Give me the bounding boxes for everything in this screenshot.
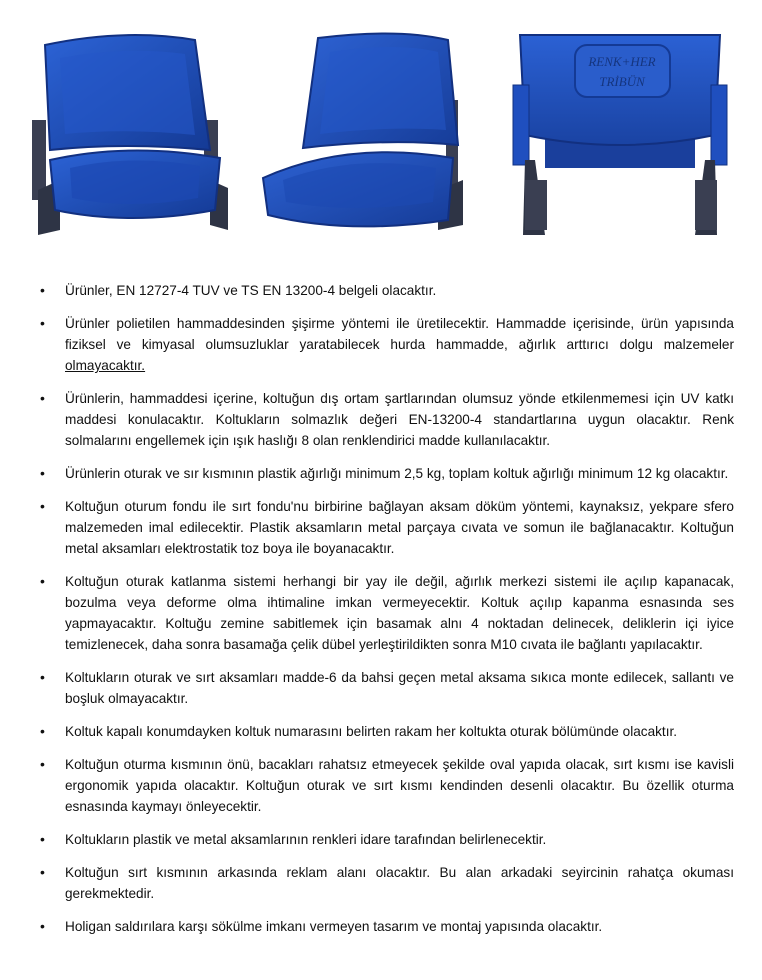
stadium-seat-front-icon: [20, 30, 235, 245]
list-item: [40, 667, 734, 709]
item-text: Koltuğun oturum fondu ile sırt fondu'nu birbirine bağlayan aksam döküm yöntemi, kaynaksız, yekpare sfero malzemeden imal edilecektir. Plastik aksamların metal parçaya cıvata ve somun ile bağlanacaktır. Koltuğun metal aksamları elektrostatik toz boya ile boyanacaktır.: [65, 499, 734, 556]
list-item: [40, 916, 734, 937]
list-item: [40, 388, 734, 451]
item-text: Ürünler, EN 12727-4 TUV ve TS EN 13200-4 belgeli olacaktır.: [65, 283, 437, 298]
list-item: [40, 754, 734, 817]
item-text: Ürünler polietilen hammaddesinden şişirme yöntemi ile üretilecektir. Hammadde içerisinde, ürün yapısında fiziksel ve kimyasal olumsuzluklar yaratabilecek hurda hammadde, ağırlık arttırıcı dolgu malzemeler: [65, 316, 734, 352]
item-text: Koltuğun sırt kısmının arkasında reklam alanı olacaktır. Bu alan arkadaki seyircinin rahatça okuması gerekmektedir.: [65, 865, 734, 901]
list-item: [40, 721, 734, 742]
list-item: [40, 571, 734, 655]
specification-list: [40, 280, 734, 949]
back-label-line2: TRİBÜN: [599, 74, 645, 89]
item-underlined-text: olmayacaktır.: [65, 358, 146, 373]
item-text: Koltuğun oturma kısmının önü, bacakları rahatsız etmeyecek şekilde oval yapıda olacak, sırt kısmı ise kavisli ergonomik yapıda olacaktır. Koltuğun oturak ve sırt kısmı kendinden desenli olacaktır. Bu özellik oturma esnasında kaymayı önleyecektir.: [65, 757, 734, 814]
item-text: Koltuğun oturak katlanma sistemi herhangi bir yay ile değil, ağırlık merkezi sistemi ile açılıp kapanacak, bozulma veya deforme olma ihtimaline imkan vermeyecektir. Koltuk açılıp kapanma esnasında ses yapmayacaktır. Koltuğu zemine sabitlemek için basamak alnı 4 noktadan delinecek, deliklerin içi iyice temizlenecek, daha sonra basamağa çelik dübel yerleştirildikten sonra M10 cıvata ile bağlantı yapılacaktır.: [65, 574, 734, 652]
list-item: [40, 829, 734, 850]
list-item: [40, 862, 734, 904]
item-text: Ürünlerin, hammaddesi içerine, koltuğun dış ortam şartlarından olumsuz yönde etkilenmemesi için UV katkı maddesi konulacaktır. Koltukların solmazlık değeri EN-13200-4 standartlarına uygun olacaktır. Renk solmalarını engellemek için ışık haslığı 8 olan renklendirici madde kullanılacaktır.: [65, 391, 734, 448]
list-item: [40, 313, 734, 376]
list-item: [40, 463, 734, 484]
item-text: Koltuk kapalı konumdayken koltuk numarasını belirten rakam her koltukta oturak bölümünde olacaktır.: [65, 724, 678, 739]
stadium-seat-angle-icon: [258, 30, 473, 245]
item-text: Ürünlerin oturak ve sır kısmının plastik ağırlığı minimum 2,5 kg, toplam koltuk ağırlığı minimum 12 kg olacaktır.: [65, 466, 729, 481]
product-photos: [0, 0, 762, 250]
back-label-line1: RENK+HER: [588, 54, 656, 69]
item-text: Holigan saldırılara karşı sökülme imkanı vermeyen tasarım ve montaj yapısında olacaktır.: [65, 919, 603, 934]
item-text: Koltukların oturak ve sırt aksamları madde-6 da bahsi geçen metal aksama sıkıca monte edilecek, sallantı ve boşluk olmayacaktır.: [65, 670, 734, 706]
item-text: Koltukların plastik ve metal aksamlarının renkleri idare tarafından belirlenecektir.: [65, 832, 547, 847]
list-item: [40, 280, 734, 301]
stadium-seat-back-icon: [505, 30, 735, 245]
list-item: [40, 496, 734, 559]
